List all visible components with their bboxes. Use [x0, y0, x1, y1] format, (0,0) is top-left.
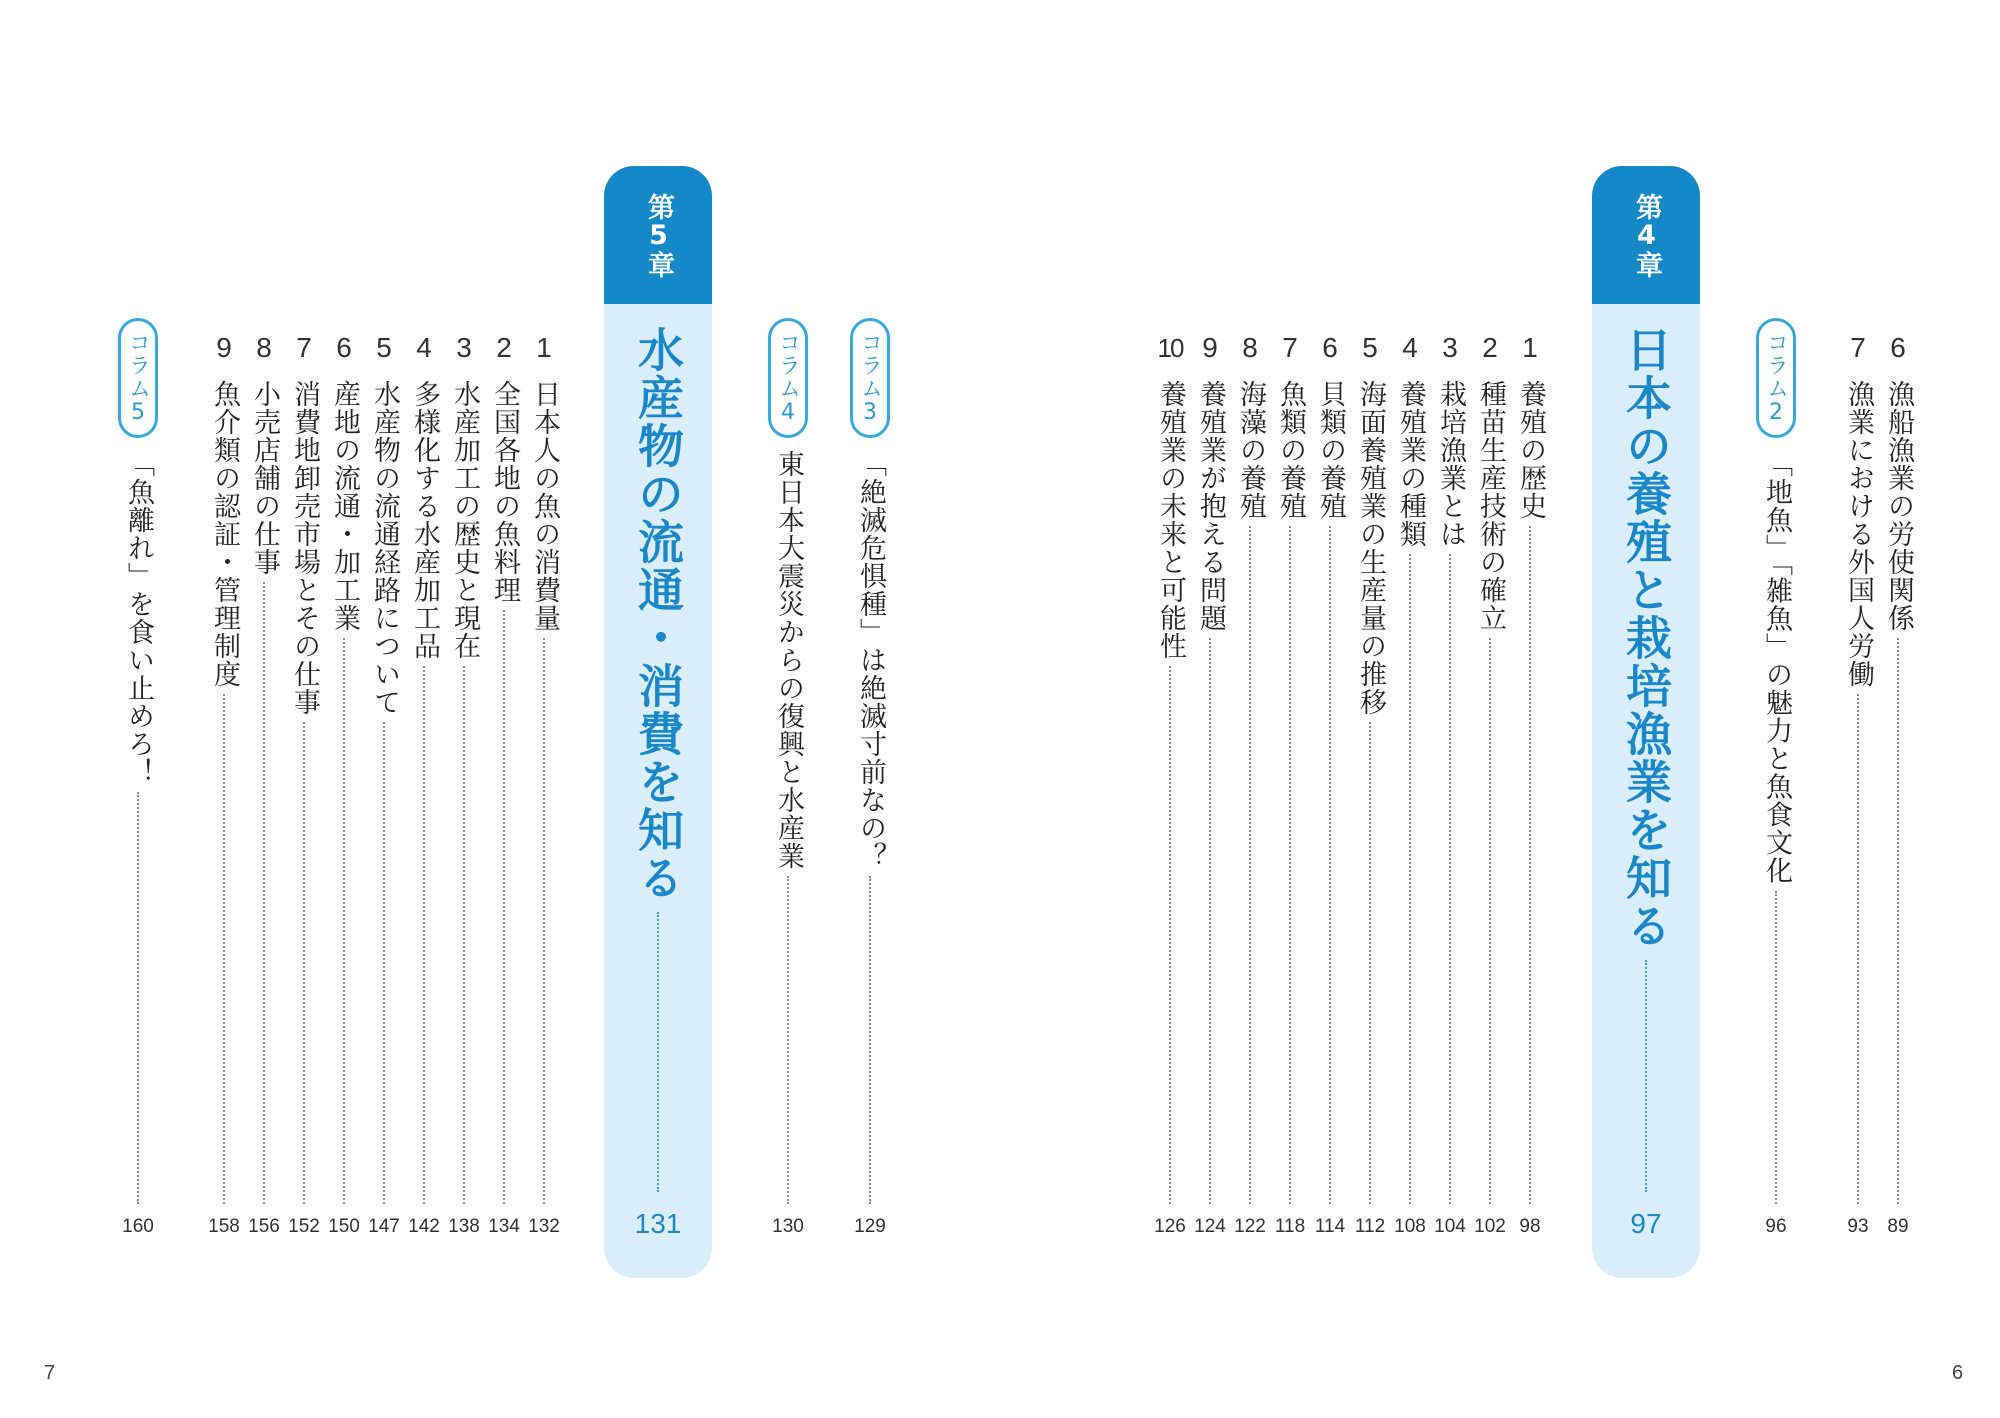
entry-number: 5: [1362, 332, 1378, 363]
entry-number: 6: [1890, 332, 1906, 363]
entry-number: 8: [256, 332, 272, 363]
entry-page: 134: [488, 1216, 520, 1237]
column-badge: コラム5: [118, 318, 158, 438]
entry-number: 2: [496, 332, 512, 363]
toc-entry[interactable]: [322, 328, 366, 1238]
chapter-page: 97: [1630, 1208, 1662, 1239]
entry-page: 114: [1314, 1216, 1346, 1237]
column-badge: コラム4: [768, 318, 808, 438]
entry-page: 112: [1354, 1216, 1386, 1237]
entry-page: 138: [448, 1216, 480, 1237]
entry-page: 118: [1274, 1216, 1306, 1237]
toc-entry[interactable]: [362, 328, 406, 1238]
leader-dots: [1775, 891, 1777, 1205]
entry-page: 93: [1847, 1216, 1869, 1237]
leader-dots: [503, 610, 505, 1204]
leader-dots: [1449, 554, 1451, 1204]
chapter-title: 日本の養殖と栽培漁業を知る: [1619, 326, 1673, 950]
toc-entry[interactable]: [1188, 328, 1232, 1238]
leader-dots: [137, 792, 139, 1204]
leader-dots: [543, 638, 545, 1204]
toc-entry[interactable]: [1468, 328, 1512, 1238]
entry-title: 養殖業が抱える問題: [1195, 380, 1226, 632]
chapter-title: 水産物の流通・消費を知る: [631, 326, 685, 902]
toc-entry[interactable]: [1428, 328, 1472, 1238]
leader-dots: [1289, 526, 1291, 1204]
leader-dots: [657, 912, 659, 1192]
entry-number: 2: [1482, 332, 1498, 363]
toc-entry[interactable]: [1308, 328, 1352, 1238]
entry-title: 種苗生産技術の確立: [1475, 380, 1506, 632]
toc-entry[interactable]: [522, 328, 566, 1238]
toc-column-entry[interactable]: [766, 318, 810, 1238]
entry-title: 魚介類の認証・管理制度: [209, 380, 240, 688]
leader-dots: [1489, 638, 1491, 1204]
toc-column-entry[interactable]: [116, 318, 160, 1238]
leader-dots: [343, 638, 345, 1204]
leader-dots: [1897, 638, 1899, 1204]
entry-title: 水産加工の歴史と現在: [449, 380, 480, 660]
entry-title: 小売店舗の仕事: [249, 380, 280, 576]
leader-dots: [1645, 960, 1647, 1192]
entry-title: 貝類の養殖: [1315, 380, 1346, 520]
entry-number: 9: [1202, 332, 1218, 363]
leader-dots: [787, 876, 789, 1204]
leader-dots: [1329, 526, 1331, 1204]
entry-number: 8: [1242, 332, 1258, 363]
column-badge: コラム2: [1756, 318, 1796, 438]
entry-number: 6: [1322, 332, 1338, 363]
entry-number: 4: [1402, 332, 1418, 363]
entry-title: 水産物の流通経路について: [369, 380, 400, 716]
toc-entry[interactable]: [1836, 328, 1880, 1238]
entry-page: 132: [528, 1216, 560, 1237]
entry-page: 108: [1394, 1216, 1426, 1237]
column-page: 129: [854, 1216, 886, 1237]
leader-dots: [303, 722, 305, 1204]
page-number-left: 7: [44, 1362, 56, 1384]
leader-dots: [1169, 666, 1171, 1204]
toc-column-entry[interactable]: [848, 318, 892, 1238]
entry-page: 122: [1234, 1216, 1266, 1237]
toc-entry[interactable]: [202, 328, 246, 1238]
leader-dots: [1409, 554, 1411, 1204]
entry-title: 養殖の歴史: [1515, 380, 1546, 520]
leader-dots: [1249, 526, 1251, 1204]
entry-number: 3: [1442, 332, 1458, 363]
leader-dots: [383, 722, 385, 1204]
toc-column-entry[interactable]: [1754, 318, 1798, 1238]
entry-title: 消費地卸売市場とその仕事: [289, 380, 320, 716]
leader-dots: [263, 582, 265, 1204]
toc-entry[interactable]: [402, 328, 446, 1238]
entry-title: 日本人の魚の消費量: [529, 380, 560, 632]
entry-title: 全国各地の魚料理: [489, 380, 520, 604]
entry-number: 5: [376, 332, 392, 363]
toc-entry[interactable]: [1388, 328, 1432, 1238]
entry-title: 養殖業の未来と可能性: [1155, 380, 1186, 660]
entry-page: 126: [1154, 1216, 1186, 1237]
toc-entry[interactable]: [1148, 328, 1192, 1238]
entry-title: 養殖業の種類: [1395, 380, 1426, 548]
chapter-page: 131: [634, 1208, 682, 1239]
entry-title: 多様化する水産加工品: [409, 380, 440, 660]
chapter-5-banner[interactable]: [604, 166, 712, 1278]
entry-page: 152: [288, 1216, 320, 1237]
column-page: 130: [772, 1216, 804, 1237]
entry-page: 156: [248, 1216, 280, 1237]
entry-title: 海藻の養殖: [1235, 380, 1266, 520]
chapter-label: 第5章: [604, 166, 712, 304]
entry-page: 104: [1434, 1216, 1466, 1237]
entry-title: 魚類の養殖: [1275, 380, 1306, 520]
entry-page: 147: [368, 1216, 400, 1237]
toc-entry[interactable]: [1876, 328, 1920, 1238]
entry-title: 海面養殖業の生産量の推移: [1355, 380, 1386, 716]
entry-number: 7: [1850, 332, 1866, 363]
toc-entry[interactable]: [282, 328, 326, 1238]
entry-page: 89: [1887, 1216, 1909, 1237]
entry-page: 158: [208, 1216, 240, 1237]
leader-dots: [869, 876, 871, 1204]
toc-entry[interactable]: [1228, 328, 1272, 1238]
leader-dots: [1529, 526, 1531, 1204]
entry-number: 9: [216, 332, 232, 363]
entry-number: 4: [416, 332, 432, 363]
entry-number: 7: [296, 332, 312, 363]
toc-entry[interactable]: [1508, 328, 1552, 1238]
entry-number: 7: [1282, 332, 1298, 363]
entry-title: 産地の流通・加工業: [329, 380, 360, 632]
entry-page: 124: [1194, 1216, 1226, 1237]
entry-number: 10: [1157, 333, 1183, 363]
entry-number: 1: [1522, 332, 1538, 363]
entry-number: 3: [456, 332, 472, 363]
entry-title: 栽培漁業とは: [1435, 380, 1466, 548]
entry-title: 漁業における外国人労働: [1843, 380, 1874, 688]
leader-dots: [1857, 694, 1859, 1204]
entry-page: 142: [408, 1216, 440, 1237]
chapter-4-banner[interactable]: [1592, 166, 1700, 1278]
chapter-label: 第4章: [1592, 166, 1700, 304]
entry-title: 漁船漁業の労使関係: [1883, 380, 1914, 632]
column-page: 160: [122, 1216, 154, 1237]
toc-entry[interactable]: [1268, 328, 1312, 1238]
page-number-right: 6: [1952, 1362, 1964, 1384]
toc-entry[interactable]: [482, 328, 526, 1238]
column-badge: コラム3: [850, 318, 890, 438]
entry-page: 150: [328, 1216, 360, 1237]
toc-entry[interactable]: [242, 328, 286, 1238]
entry-number: 6: [336, 332, 352, 363]
leader-dots: [1369, 722, 1371, 1204]
toc-entry[interactable]: [1348, 328, 1392, 1238]
leader-dots: [223, 694, 225, 1204]
column-title: 「絶滅危惧種」は絶滅寸前なの？: [855, 450, 886, 870]
leader-dots: [1209, 638, 1211, 1204]
entry-page: 102: [1474, 1216, 1506, 1237]
toc-entry[interactable]: [442, 328, 486, 1238]
entry-page: 98: [1519, 1216, 1541, 1237]
entry-number: 1: [536, 332, 552, 363]
column-page: 96: [1765, 1216, 1787, 1237]
column-title: 「地魚」「雑魚」の魅力と魚食文化: [1761, 450, 1792, 885]
leader-dots: [463, 666, 465, 1204]
column-title: 東日本大震災からの復興と水産業: [773, 450, 804, 870]
leader-dots: [423, 666, 425, 1204]
column-title: 「魚離れ」を食い止めろ！: [123, 450, 154, 786]
